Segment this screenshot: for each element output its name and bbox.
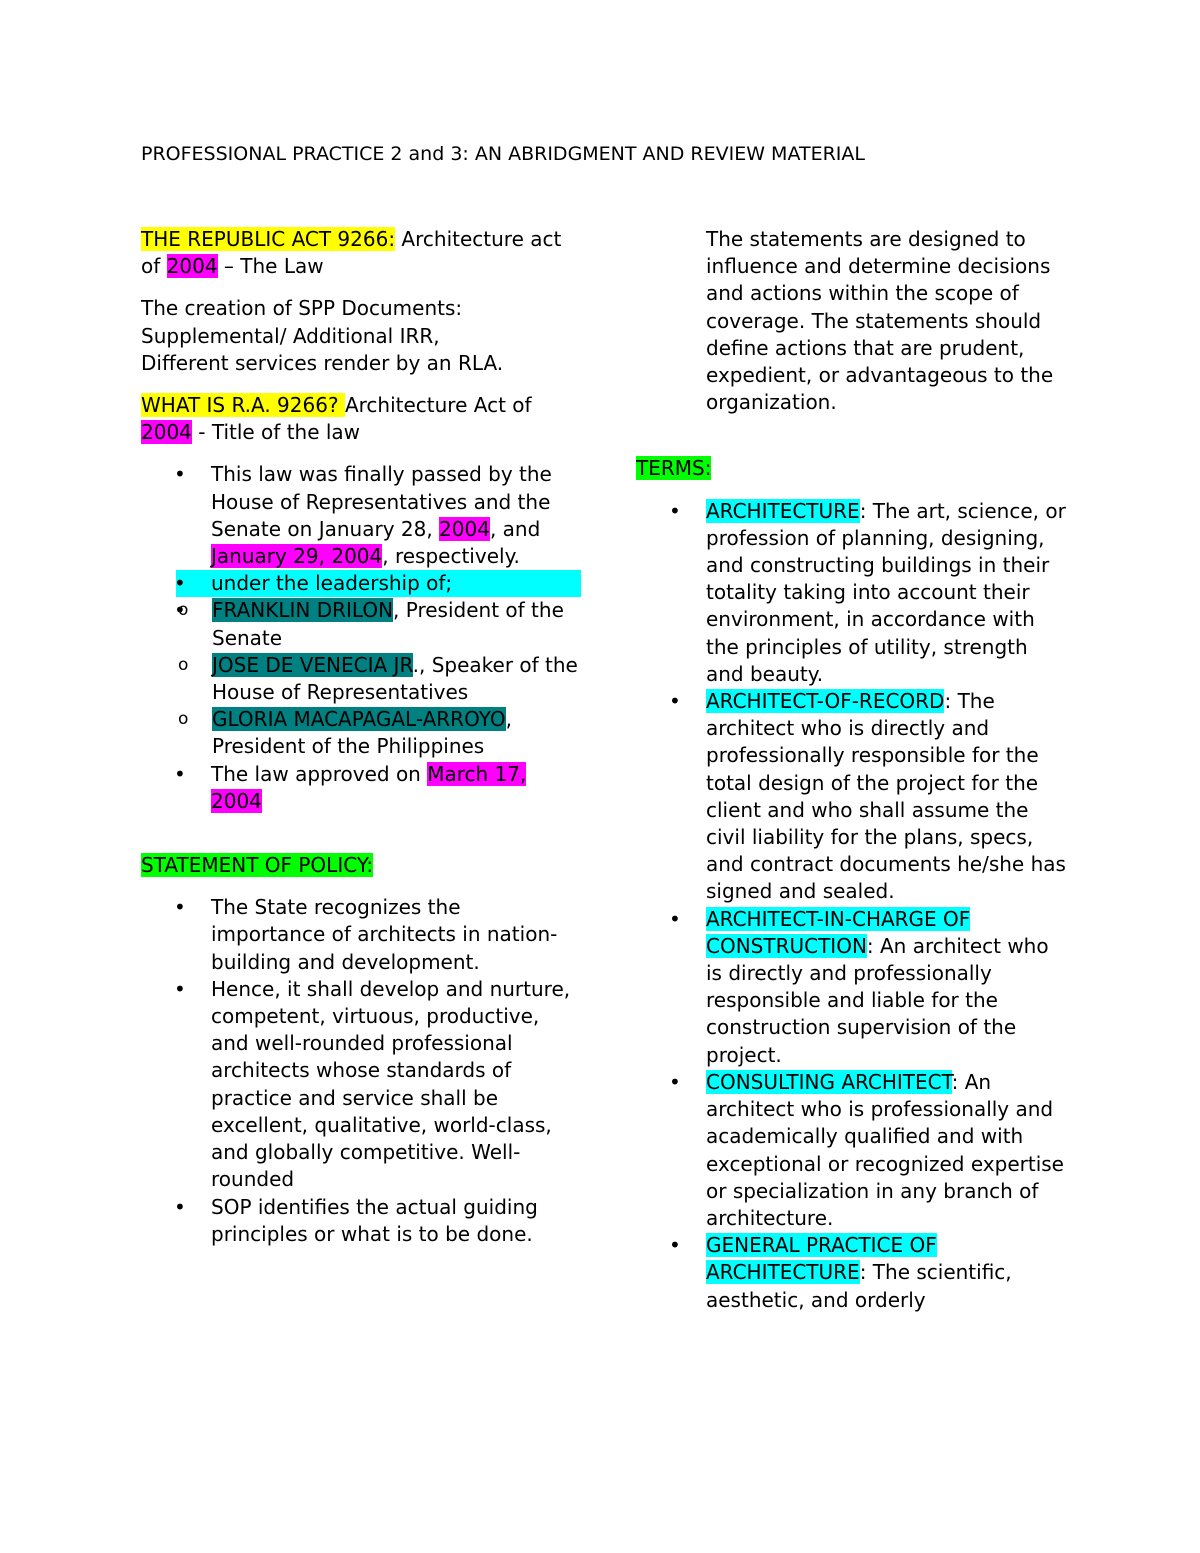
term-definition: : The scientific, aesthetic, and orderly [706, 1260, 1012, 1312]
list-item [141, 597, 581, 651]
policy-heading: STATEMENT OF POLICY: [141, 853, 374, 878]
term-definition: : The architect who is directly and professionally responsible for the total design of the project for the client and who shall assume the civil liability for the plans, specs, and contract documents he/she has signed and sealed. [706, 689, 1066, 904]
spacer [141, 830, 581, 852]
leadership-text: under the leadership of; [211, 571, 453, 596]
spp-line-2: Supplemental/ Additional IRR, [141, 323, 440, 348]
what-is-ra-paragraph [141, 392, 581, 446]
passed-date-1: 2004 [439, 516, 490, 541]
list-item [636, 906, 1066, 1069]
leader-title: ., Speaker of the House of Representatives [212, 652, 578, 705]
law-passed-text: This law was finally passed by the House of Representatives and the Senate on January 28, [211, 462, 552, 541]
ra-year: 2004 [166, 254, 218, 279]
law-details-list [141, 461, 581, 815]
list-item: • Hence, it shall develop and nurture, competent, virtuous, productive, and well-rounded professional architects whose standards of practice and service shall be excellent, qualitative, world-class, and globally competitive. Well-rounded [141, 976, 581, 1194]
list-item [141, 461, 581, 570]
approved-date: March 17, 2004 [211, 761, 527, 813]
spp-line-1: The creation of SPP Documents: [141, 296, 463, 321]
term-name: GENERAL PRACTICE OF ARCHITECTURE [706, 1233, 937, 1285]
policy-description: The statements are designed to influence and determine decisions and actions within the scope of coverage. The statements should define actions that are prudent, expedient, or advantageous to the organization. [706, 227, 1054, 415]
left-column [141, 226, 581, 1263]
term-name: ARCHITECT-IN-CHARGE OF CONSTRUCTION [706, 906, 971, 958]
what-is-ra-text: Architecture Act of [344, 393, 532, 418]
page-title: PROFESSIONAL PRACTICE 2 and 3: AN ABRIDGMENT AND REVIEW MATERIAL [141, 143, 865, 165]
leaders-list [141, 597, 581, 760]
law-passed-suffix: , respectively. [382, 544, 520, 569]
terms-list [636, 498, 1066, 1314]
policy-list [141, 894, 581, 1248]
term-definition: : An architect who is professionally and academically qualified and with exceptional or recognized expertise or specialization in any branch of architecture. [706, 1069, 1064, 1230]
leader-title: , President of the Philippines [212, 707, 512, 759]
terms-heading: TERMS: [636, 456, 712, 481]
list-item: • SOP identifies the actual guiding principles or what is to be done. [141, 1194, 581, 1248]
list-item [636, 498, 1066, 688]
term-name: ARCHITECT-OF-RECORD [706, 689, 945, 714]
leader-name: JOSE DE VENECIA JR [212, 652, 413, 677]
ra-heading: THE REPUBLIC ACT 9266: [141, 227, 396, 251]
approved-text: The law approved on [211, 761, 428, 786]
ra-intro-suffix: – The Law [217, 254, 324, 279]
list-item [636, 1232, 1066, 1314]
leaders-container [141, 597, 581, 760]
what-is-ra-year: 2004 [141, 420, 192, 445]
list-item: • The State recognizes the importance of architects in nation-building and development. [141, 894, 581, 976]
term-definition: : An architect who is directly and professionally responsible and liable for the construction supervision of the project. [706, 933, 1049, 1067]
term-name: CONSULTING ARCHITECT [706, 1069, 952, 1094]
spp-line-3: Different services render by an RLA. [141, 350, 504, 375]
right-column [636, 226, 1066, 1329]
term-definition: : The art, science, or profession of planning, designing, and constructing buildings in their totality taking into account their environment, in accordance with the principles of utility, strength and beauty. [706, 498, 1066, 686]
law-passed-and: , and [489, 516, 541, 541]
leader-name: GLORIA MACAPAGAL-ARROYO [212, 707, 506, 732]
list-item [141, 761, 581, 815]
term-name: ARCHITECTURE [706, 498, 860, 523]
leader-title: , President of the Senate [212, 598, 564, 650]
policy-heading-paragraph [141, 852, 581, 879]
spp-documents-paragraph [141, 295, 581, 377]
leader-name: FRANKLIN DRILON [212, 598, 394, 623]
what-is-ra-heading: WHAT IS R.A. 9266? [141, 393, 345, 418]
ra-intro-text: Architecture act of [141, 227, 562, 279]
list-item [636, 688, 1066, 906]
list-item [141, 706, 581, 760]
list-item [176, 570, 581, 597]
passed-date-2: January 29, 2004 [211, 544, 383, 569]
ra-intro-paragraph [141, 226, 581, 280]
list-item [636, 1069, 1066, 1232]
terms-heading-paragraph [636, 455, 1066, 482]
list-item [141, 652, 581, 706]
what-is-ra-suffix: - Title of the law [191, 420, 361, 445]
